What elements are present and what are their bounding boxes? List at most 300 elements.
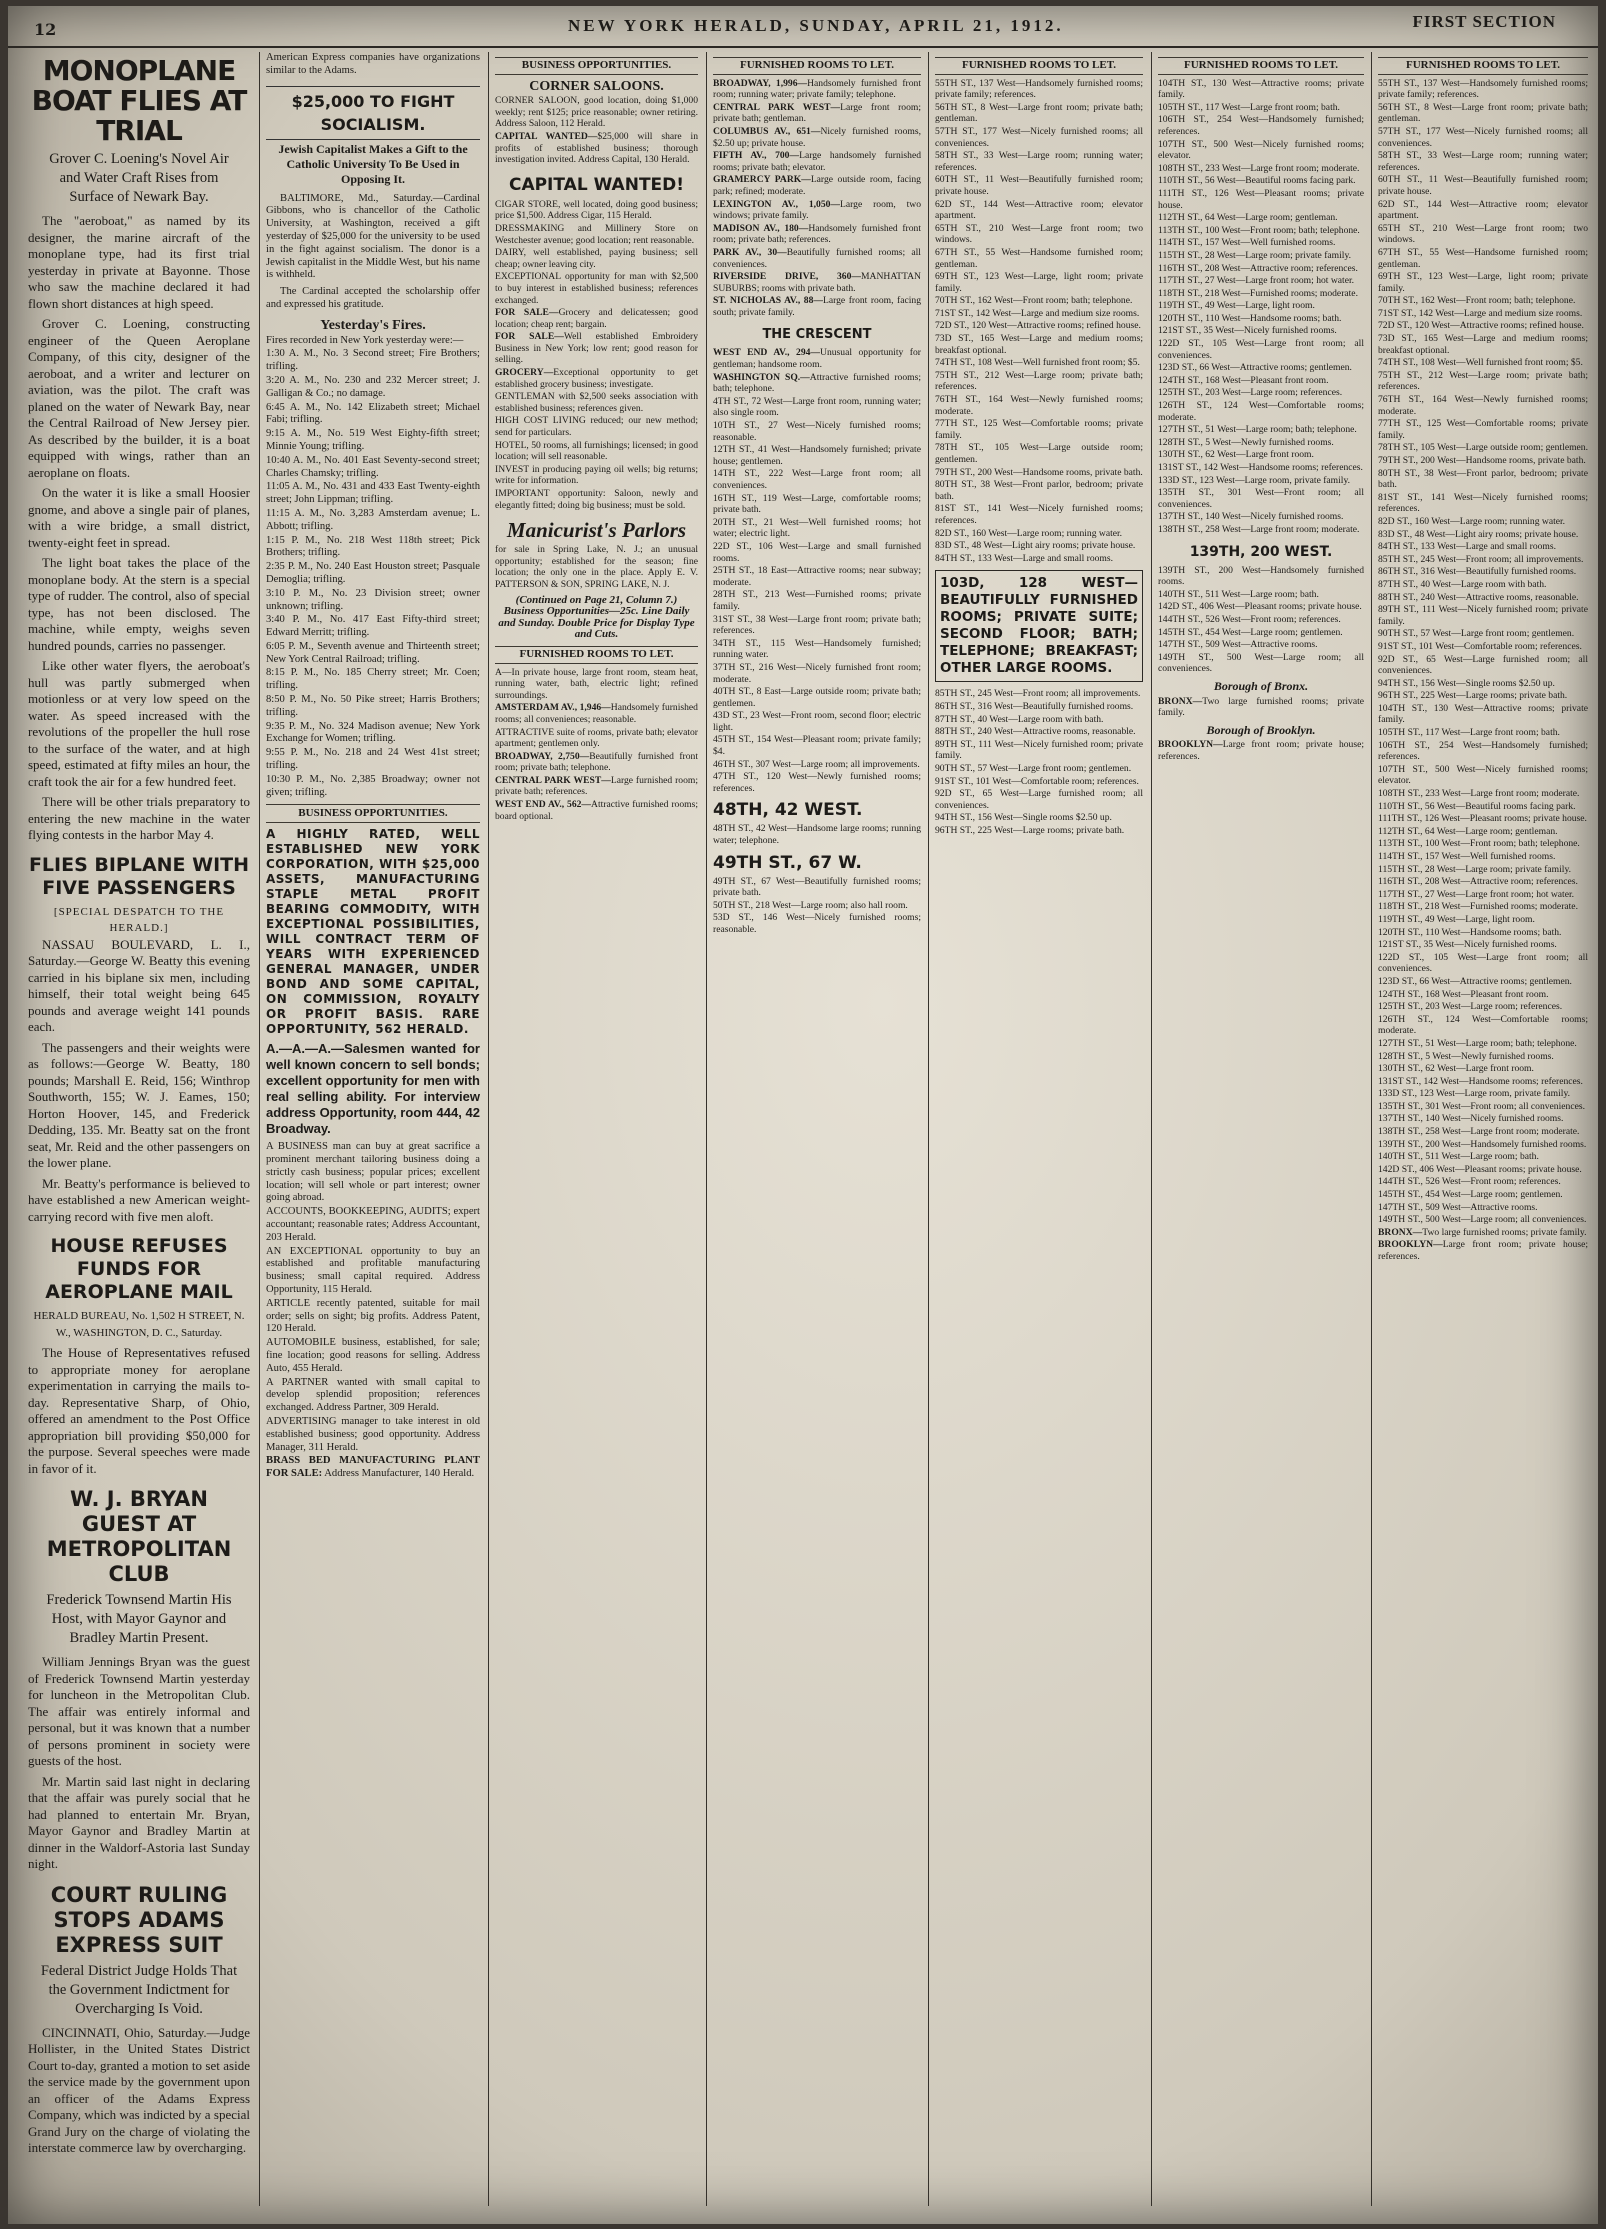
classified-item: 124TH ST., 168 West—Pleasant front room. (1378, 988, 1549, 1000)
classified-item: 90TH ST., 57 West—Large front room; gentlemen. (935, 762, 1132, 774)
classified-item: 123D ST., 66 West—Attractive rooms; gentlemen. (1158, 362, 1352, 374)
article-body-monoplane (28, 213, 250, 844)
classified-item: 83D ST., 48 West—Light airy rooms; private house. (935, 540, 1136, 552)
classified-item: WASHINGTON SQ.—Attractive furnished rooms; bath; telephone. (713, 371, 921, 395)
classified-item: 3:40 P. M., No. 417 East Fifty-third street; Edward Merritt; trifling. (266, 614, 480, 639)
article-body-aeroplane-mail (28, 1345, 250, 1477)
classified-item: CENTRAL PARK WEST—Large furnished room; private bath; references. (495, 774, 698, 798)
classified-item: 6:45 A. M., No. 142 Elizabeth street; Michael Fabi; trifling. (266, 401, 480, 426)
classified-item: 125TH ST., 203 West—Large room; references. (1378, 1001, 1563, 1013)
classified-item: 2:35 P. M., No. 240 East Houston street; Pasquale Demoglia; trifling. (266, 561, 480, 585)
classified-item: 81ST ST., 141 West—Nicely furnished rooms; references. (1378, 491, 1588, 515)
classified-item: 105TH ST., 117 West—Large front room; bath. (1378, 727, 1560, 739)
deck-socialism: Jewish Capitalist Makes a Gift to the Catholic University To Be Used in Opposing It. (278, 141, 468, 186)
classified-item: 147TH ST., 509 West—Attractive rooms. (1378, 1201, 1538, 1213)
classified-item: DAIRY, well established, paying business; sell cheap; owner leaving city. (495, 247, 698, 270)
classified-item: 137TH ST., 140 West—Nicely furnished rooms. (1158, 511, 1344, 523)
classified-item: 105TH ST., 117 West—Large front room; bath. (1158, 101, 1340, 113)
classified-item: 20TH ST., 21 West—Well furnished rooms; hot water; electric light. (713, 516, 921, 540)
classified-item: 70TH ST., 162 West—Front room; bath; telephone. (935, 295, 1133, 307)
classified-item: 91ST ST., 101 West—Comfortable room; references. (935, 775, 1139, 787)
classified-item: 104TH ST., 130 West—Attractive rooms; private family. (1158, 77, 1364, 101)
classified-list-col6d (1158, 739, 1364, 762)
classified-item: 86TH ST., 316 West—Beautifully furnished rooms. (1378, 566, 1577, 578)
classified-item: 108TH ST., 233 West—Large front room; moderate. (1158, 162, 1360, 174)
section-furnished-rooms-col5: FURNISHED ROOMS TO LET. (935, 57, 1143, 75)
ads-column-7 (1378, 52, 1588, 2208)
column-rule (1371, 52, 1372, 2206)
classified-item: 71ST ST., 142 West—Large and medium size rooms. (935, 307, 1140, 319)
section-business-opportunities: BUSINESS OPPORTUNITIES. (266, 804, 480, 823)
classified-item: 87TH ST., 40 West—Large room with bath. (1378, 578, 1547, 590)
classified-item: 56TH ST., 8 West—Large front room; private bath; gentleman. (935, 101, 1143, 125)
classified-item: 84TH ST., 133 West—Large and small rooms. (1378, 541, 1557, 553)
classified-item: 65TH ST., 210 West—Large front room; two windows. (935, 222, 1143, 246)
classified-item: CIGAR STORE, well located, doing good business; price $1,500. Address Cigar, 115 Herald. (495, 198, 698, 222)
classified-item: 56TH ST., 8 West—Large front room; private bath; gentleman. (1378, 101, 1588, 125)
section-business-opportunities-col3: BUSINESS OPPORTUNITIES. (495, 57, 698, 75)
classified-item: FOR SALE—Grocery and delicatessen; good location; cheap rent; bargain. (495, 307, 698, 330)
dateline-aeroplane-mail: HERALD BUREAU, No. 1,502 H STREET, N. W., WASHINGTON, D. C., Saturday. (33, 1310, 245, 1339)
heading-manicurist: Manicurist's Parlors (506, 518, 687, 543)
classified-item: BRASS BED MANUFACTURING PLANT FOR SALE: Address Manufacturer, 140 Herald. (266, 1455, 480, 1480)
classified-item: INVEST in producing paying oil wells; big returns; write for information. (495, 463, 698, 487)
classified-item: 122D ST., 105 West—Large front room; all conveniences. (1378, 951, 1588, 975)
classified-item: 147TH ST., 509 West—Attractive rooms. (1158, 639, 1318, 651)
classified-item: 128TH ST., 5 West—Newly furnished rooms. (1158, 436, 1334, 448)
classified-item: 11:05 A. M., No. 431 and 433 East Twenty-eighth street; John Lippman; trifling. (266, 481, 480, 506)
classified-item: BRONX—Two large furnished rooms; private family. (1158, 695, 1364, 719)
deck-monoplane-boat: Grover C. Loening's Novel Air and Water Craft Rises from Surface of Newark Bay. (49, 151, 229, 205)
classified-item: 78TH ST., 105 West—Large outside room; gentlemen. (935, 442, 1143, 465)
classified-list-col4c (713, 823, 921, 846)
paragraph: Mr. Martin said last night in declaring that the affair was purely social that he had planned to entertain Mr. Bryan, Mayor Gaynor and Bradley Martin at dinner in the Waldorf-Astoria last Sunday night. (28, 1773, 250, 1871)
subheading-crescent: THE CRESCENT (762, 327, 872, 343)
classified-item: 53D ST., 146 West—Nicely furnished rooms; reasonable. (713, 912, 921, 935)
headline-monoplane-boat: MONOPLANE BOAT FLIES AT TRIAL (31, 54, 247, 147)
classified-item: 78TH ST., 105 West—Large outside room; gentlemen. (1378, 442, 1588, 454)
classified-item: 74TH ST., 108 West—Well furnished front room; $5. (935, 357, 1140, 369)
heading-fires: Yesterday's Fires. (320, 317, 426, 333)
article-body-socialism (266, 193, 480, 312)
classified-item: GROCERY—Exceptional opportunity to get established grocery business; investigate. (495, 367, 698, 390)
classified-item: MADISON AV., 180—Handsomely furnished front room; private bath; references. (713, 222, 921, 246)
classified-item: 104TH ST., 130 West—Attractive rooms; private family. (1378, 702, 1588, 726)
classified-item: BRONX—Two large furnished rooms; private family. (1378, 1226, 1587, 1238)
classified-item: 92D ST., 65 West—Large furnished room; all conveniences. (1378, 653, 1588, 677)
classified-item: 144TH ST., 526 West—Front room; references. (1378, 1176, 1561, 1188)
classified-item: 123D ST., 66 West—Attractive rooms; gentlemen. (1378, 975, 1572, 987)
classified-item: 112TH ST., 64 West—Large room; gentleman. (1158, 212, 1338, 224)
classified-list-col7b (1378, 703, 1588, 1263)
subheading-corner-saloons: CORNER SALOONS. (529, 78, 664, 94)
classified-item: FIFTH AV., 700—Large handsomely furnished rooms; private bath; elevator. (713, 150, 921, 173)
subheading-bronx: Borough of Bronx. (1213, 678, 1309, 693)
classified-item: 113TH ST., 100 West—Front room; bath; telephone. (1158, 224, 1360, 236)
classified-item: Fires recorded in New York yesterday were:— (266, 334, 464, 346)
classified-item: COLUMBUS AV., 651—Nicely furnished rooms, $2.50 up; private house. (713, 125, 921, 149)
classified-item: 125TH ST., 203 West—Large room; references. (1158, 387, 1343, 399)
classified-item: 138TH ST., 258 West—Large front room; moderate. (1378, 1126, 1580, 1138)
classified-item: 117TH ST., 27 West—Large front room; hot water. (1158, 275, 1355, 287)
classified-item: BROOKLYN—Large front room; private house; references. (1158, 739, 1364, 762)
classified-item: 120TH ST., 110 West—Handsome rooms; bath. (1158, 312, 1342, 324)
classified-item: 9:35 P. M., No. 324 Madison avenue; New York Exchange for Women; trifling. (266, 720, 480, 745)
classified-item: 89TH ST., 111 West—Nicely furnished room; private family. (1378, 604, 1588, 627)
dateline-biplane: [SPECIAL DESPATCH TO THE HERALD.] (53, 905, 225, 934)
classified-item: FOR SALE—Well established Embroidery Business in New York; low rent; good reason for selling. (495, 331, 698, 366)
deck-court-ruling: Federal District Judge Holds That the Government Indictment for Overcharging Is Void. (40, 1962, 238, 2017)
classified-item: 111TH ST., 126 West—Pleasant rooms; private house. (1158, 187, 1364, 211)
classified-list-col3b (495, 199, 698, 511)
classified-item: 1:30 A. M., No. 3 Second street; Fire Brothers; trifling. (266, 348, 480, 373)
headline-biplane: FLIES BIPLANE WITH FIVE PASSENGERS (28, 853, 250, 899)
paragraph: The Cardinal accepted the scholarship offer and expressed his gratitude. (266, 286, 480, 310)
paragraph: The "aeroboat," as named by its designer, the marine aircraft of the monoplane type, had its first trial yesterday in private at Bayonne. Those who saw the machine declared it had flown short distances at high speed. (28, 213, 250, 311)
classified-item: 133D ST., 123 West—Large room, private family. (1158, 474, 1351, 486)
column-rule (706, 52, 707, 2206)
classified-item: 55TH ST., 137 West—Handsomely furnished rooms; private family; references. (935, 77, 1143, 101)
classified-item: 119TH ST., 49 West—Large, light room. (1158, 300, 1315, 312)
classified-item: 114TH ST., 157 West—Well furnished rooms. (1158, 237, 1336, 249)
classified-item: 83D ST., 48 West—Light airy rooms; private house. (1378, 528, 1579, 540)
classified-item: PARK AV., 30—Beautifully furnished rooms; all conveniences. (713, 246, 921, 270)
ads-column-6 (1158, 52, 1364, 2208)
classified-item: 58TH ST., 33 West—Large room; running water; references. (1378, 150, 1588, 173)
classified-item: 126TH ST., 124 West—Comfortable rooms; moderate. (1158, 400, 1364, 423)
classified-item: 75TH ST., 212 West—Large room; private bath; references. (935, 369, 1143, 393)
classified-item: WEST END AV., 294—Unusual opportunity for gentleman; handsome room. (713, 347, 921, 371)
classified-item: 96TH ST., 225 West—Large rooms; private bath. (1378, 690, 1568, 702)
column-rule (259, 52, 260, 2206)
classified-item: 82D ST., 160 West—Large room; running water. (935, 527, 1123, 539)
masthead (8, 6, 1598, 48)
heading-capital-wanted: CAPITAL WANTED! (508, 174, 685, 195)
classified-item: 8:50 P. M., No. 50 Pike street; Harris Brothers; trifling. (266, 694, 480, 718)
classified-item: HIGH COST LIVING reduced; our new method; send for particulars. (495, 415, 698, 439)
classified-item: 118TH ST., 218 West—Furnished rooms; moderate. (1158, 287, 1358, 299)
classified-item: 142D ST., 406 West—Pleasant rooms; private house. (1158, 601, 1362, 613)
continued-note: (Continued on Page 21, Column 7.) Business Opportunities—25c. Line Daily and Sunday. Double Price for Display Type and Cuts. (498, 593, 695, 641)
classified-item: 115TH ST., 28 West—Large room; private family. (1158, 249, 1352, 261)
classified-item: 139TH ST., 200 West—Handsomely furnished rooms. (1378, 1138, 1587, 1150)
classified-item: 4TH ST., 72 West—Large front room, running water; also single room. (713, 395, 921, 419)
paragraph: Mr. Beatty's performance is believed to have established a new American weight-carrying record with five men aloft. (28, 1175, 250, 1224)
classified-item: 31ST ST., 38 West—Large front room; private bath; references. (713, 613, 921, 637)
classified-item: 131ST ST., 142 West—Handsome rooms; references. (1378, 1075, 1583, 1087)
classified-list-col6c (1158, 696, 1364, 719)
classified-item: 8:15 P. M., No. 185 Cherry street; Mr. Coen; trifling. (266, 667, 480, 692)
classified-item: 62D ST., 144 West—Attractive room; elevator apartment. (935, 198, 1143, 222)
classified-item: 73D ST., 165 West—Large and medium rooms; breakfast optional. (935, 333, 1143, 356)
classified-item: LEXINGTON AV., 1,050—Large room, two windows; private family. (713, 198, 921, 222)
classified-item: 130TH ST., 62 West—Large front room. (1378, 1063, 1534, 1075)
column-rule (928, 52, 929, 2206)
classified-item: GENTLEMAN with $2,500 seeks association with established business; references given. (495, 391, 698, 414)
classified-item: 85TH ST., 245 West—Front room; all improvements. (935, 688, 1141, 700)
classified-item: 72D ST., 120 West—Attractive rooms; refined house. (935, 320, 1141, 332)
classified-item: 138TH ST., 258 West—Large front room; moderate. (1158, 523, 1360, 535)
classified-item: 9:55 P. M., No. 218 and 24 West 41st street; trifling. (266, 747, 480, 772)
classified-item: 62D ST., 144 West—Attractive room; elevator apartment. (1378, 198, 1588, 222)
classified-item: 89TH ST., 111 West—Nicely furnished room; private family. (935, 738, 1143, 762)
classified-item: 9:15 A. M., No. 519 West Eighty-fifth street; Minnie Young; trifling. (266, 428, 480, 452)
classified-item: 85TH ST., 245 West—Front room; all improvements. (1378, 553, 1584, 565)
classified-item: 114TH ST., 157 West—Well furnished rooms. (1378, 851, 1556, 862)
subheading-48th: 48TH, 42 WEST. (713, 800, 863, 821)
classified-item: 67TH ST., 55 West—Handsome furnished room; gentleman. (935, 246, 1143, 270)
classified-item: 77TH ST., 125 West—Comfortable rooms; private family. (935, 418, 1143, 441)
paragraph: Like other water flyers, the aeroboat's hull was partly submerged when motionless or at very low speed on the water. As speed increased with the revolutions of the propeller the hull rose to the surface of the water, and at high speed, estimated at fifty miles an hour, the craft took the air for a few hundred feet. (28, 658, 250, 789)
classified-item: 60TH ST., 11 West—Beautifully furnished room; private house. (935, 174, 1143, 197)
classified-item: 34TH ST., 115 West—Handsomely furnished; running water. (713, 637, 921, 661)
classified-item: 60TH ST., 11 West—Beautifully furnished room; private house. (1378, 174, 1588, 197)
classified-item: HOTEL, 50 rooms, all furnishings; licensed; in good location; will sell reasonable. (495, 439, 698, 463)
classified-item: 116TH ST., 208 West—Attractive room; references. (1378, 876, 1578, 888)
classified-item: A PARTNER wanted with small capital to develop splendid proposition; references exchanged. Address Partner, 309 Herald. (266, 1376, 480, 1414)
classified-item: 22D ST., 106 West—Large and small furnished rooms. (713, 540, 921, 564)
classified-item: 139TH ST., 200 West—Handsomely furnished rooms. (1158, 564, 1364, 588)
classified-item: 119TH ST., 49 West—Large, light room. (1378, 913, 1535, 925)
classified-item: 111TH ST., 126 West—Pleasant rooms; private house. (1378, 813, 1587, 825)
classified-item: EXCEPTIONAL opportunity for man with $2,500 to buy interest in established business; references exchanged. (495, 271, 698, 306)
classified-item: 76TH ST., 164 West—Newly furnished rooms; moderate. (935, 394, 1143, 417)
classified-item: 135TH ST., 301 West—Front room; all conveniences. (1378, 1100, 1585, 1112)
paragraph: The light boat takes the place of the monoplane body. At the stern is a special type of rudder. The control, also of special type, has not been disclosed. The machine, while empty, weighs seven hundred pounds, carries no passenger. (28, 555, 250, 653)
deck-bryan: Frederick Townsend Martin His Host, with Mayor Gaynor and Bradley Martin Present. (46, 1592, 232, 1646)
paragraph: There will be other trials preparatory to entering the new machine in the water flying contests in the harbor May 4. (28, 794, 250, 842)
classified-item: 25TH ST., 18 East—Attractive rooms; near subway; moderate. (713, 565, 921, 588)
classified-item: ARTICLE recently patented, suitable for mail order; sells on sight; big profits. Address Patent, 120 Herald. (266, 1297, 480, 1335)
classified-item: 107TH ST., 500 West—Nicely furnished rooms; elevator. (1158, 138, 1364, 162)
newspaper-page (8, 6, 1598, 2224)
classified-item: AN EXCEPTIONAL opportunity to buy an established and profitable manufacturing business; small capital required. Address Opportunity, 115 Herald. (266, 1245, 480, 1296)
classified-item: RIVERSIDE DRIVE, 360—MANHATTAN SUBURBS; rooms with private bath. (713, 271, 921, 294)
classified-item: CORNER SALOON, good location, doing $1,000 weekly; rent $125; price reasonable; owner retiring. Address Saloon, 112 Herald. (495, 95, 698, 130)
classified-item: 137TH ST., 140 West—Nicely furnished rooms. (1378, 1113, 1564, 1125)
subheading-49th: 49TH ST., 67 W. (713, 852, 862, 873)
headline-aeroplane-mail: HOUSE REFUSES FUNDS FOR AEROPLANE MAIL (45, 1235, 233, 1303)
classified-item: 94TH ST., 156 West—Single rooms $2.50 up. (1378, 677, 1555, 689)
classified-item: 94TH ST., 156 West—Single rooms $2.50 up. (935, 812, 1112, 824)
ads-column-3 (495, 52, 698, 2208)
classified-list-col6a (1158, 78, 1364, 536)
section-furnished-rooms-col7: FURNISHED ROOMS TO LET. (1378, 57, 1588, 75)
paragraph: On the water it is like a small Hoosier gnome, and above a single pair of planes, with a wire bridge, a small district, twenty-eight feet in spread. (28, 485, 250, 550)
classified-item: 40TH ST., 8 East—Large outside room; private bath; gentlemen. (713, 686, 921, 709)
classified-list-col4d (713, 876, 921, 936)
classified-item: 110TH ST., 56 West—Beautiful rooms facing park. (1378, 800, 1576, 812)
classified-item: 127TH ST., 51 West—Large room; bath; telephone. (1378, 1037, 1577, 1049)
paragraph: BALTIMORE, Md., Saturday.—Cardinal Gibbons, who is chancellor of the Catholic University, at Washington, received a gift yesterday of $25,000 for the university to be used in the fight against socialism. The donor is a Jewish capitalist in the Middle West, but his name is withheld. (266, 192, 480, 281)
manicurist-text: for sale in Spring Lake, N. J.; an unusual opportunity; established for the season; fine location; the only one in the place. Apply E. V. PATTERSON & SON, SPRING LAKE, N. J. (495, 544, 698, 590)
classified-item: 81ST ST., 141 West—Nicely furnished rooms; references. (935, 503, 1143, 526)
subheading-brooklyn: Borough of Brooklyn. (1206, 722, 1316, 737)
column-rule (488, 52, 489, 2206)
classified-item: 10:40 A. M., No. 401 East Seventy-second street; Charles Chamsky; trifling. (266, 454, 480, 479)
classified-item: 80TH ST., 38 West—Front parlor, bedroom; private bath. (935, 479, 1143, 502)
paragraph: Grover C. Loening, constructing engineer of the Queen Aeroplane Company, of this city, designer of the aeroboat, and a writer and lecturer on aviation, was the pilot. The craft was planed on the water of Newark Bay, near the Central Railroad of New Jersey pier. As described by the builder, it is a boat equipped with wings, rather than an aeroplane on floats. (28, 316, 250, 480)
classified-item: 117TH ST., 27 West—Large front room; hot water. (1378, 888, 1575, 900)
classified-item: 110TH ST., 56 West—Beautiful rooms facing park. (1158, 175, 1356, 187)
section-furnished-rooms-col6: FURNISHED ROOMS TO LET. (1158, 57, 1364, 75)
newspaper-folio-title: NEW YORK HERALD, SUNDAY, APRIL 21, 1912. (568, 16, 1064, 35)
classified-item: 88TH ST., 240 West—Attractive rooms, reasonable. (1378, 591, 1579, 603)
classified-item: 69TH ST., 123 West—Large, light room; private family. (935, 271, 1143, 294)
classified-item: 106TH ST., 254 West—Handsomely furnished; references. (1378, 739, 1588, 763)
headline-socialism: $25,000 TO FIGHT SOCIALISM. (266, 86, 480, 140)
classified-list-col4a (713, 78, 921, 319)
classified-item: 73D ST., 165 West—Large and medium rooms; breakfast optional. (1378, 333, 1588, 356)
classified-item: 140TH ST., 511 West—Large room; bath. (1378, 1151, 1539, 1163)
classified-item: CENTRAL PARK WEST—Large front room; private bath; gentleman. (713, 101, 921, 125)
ads-column-5 (935, 52, 1143, 2208)
classified-item: 90TH ST., 57 West—Large front room; gentlemen. (1378, 628, 1575, 640)
article-body-biplane (28, 937, 250, 1226)
classified-list-col3c (495, 667, 698, 823)
classified-item: 3:20 A. M., No. 230 and 232 Mercer street; J. Galligan & Co.; no damage. (266, 374, 480, 399)
classified-item: 70TH ST., 162 West—Front room; bath; telephone. (1378, 295, 1576, 307)
classified-item: 122D ST., 105 West—Large front room; all conveniences. (1158, 338, 1364, 361)
classified-item: 72D ST., 120 West—Attractive rooms; refined house. (1378, 320, 1584, 332)
paragraph: NASSAU BOULEVARD, L. I., Saturday.—George W. Beatty this evening carried in his biplane six men, including himself, their total weight being 645 pounds and average weight 141 pounds each. (28, 936, 250, 1034)
display-ad-103d-street: 103D, 128 WEST—BEAUTIFULLY FURNISHED ROOMS; PRIVATE SUITE; SECOND FLOOR; BATH; TELEPHONE; BREAKFAST; OTHER LARGE ROOMS. (935, 570, 1143, 682)
classified-item: 112TH ST., 64 West—Large room; gentleman. (1378, 825, 1558, 837)
classified-item: 140TH ST., 511 West—Large room; bath. (1158, 588, 1319, 600)
classified-item: A BUSINESS man can buy at great sacrifice a prominent merchant tailoring business doing a strictly cash business; popular prices; excellent location; will sell whole or part interest; owner going abroad. (266, 1141, 480, 1204)
classified-list-col2 (266, 1141, 480, 1481)
classified-item: 115TH ST., 28 West—Large room; private family. (1378, 863, 1572, 875)
classified-item: 46TH ST., 307 West—Large room; all improvements. (713, 758, 920, 770)
classified-item: 118TH ST., 218 West—Furnished rooms; moderate. (1378, 901, 1578, 913)
classified-item: 28TH ST., 213 West—Furnished rooms; private family. (713, 589, 921, 612)
classified-item: 145TH ST., 454 West—Large room; gentlemen. (1158, 626, 1343, 638)
classified-item: 57TH ST., 177 West—Nicely furnished rooms; all conveniences. (935, 125, 1143, 149)
classified-item: 121ST ST., 35 West—Nicely furnished rooms. (1158, 325, 1337, 337)
classified-item: 10:30 P. M., No. 2,385 Broadway; owner not given; trifling. (266, 773, 480, 798)
classified-item: IMPORTANT opportunity: Saloon, newly and elegantly fitted; doing big business; must be sold. (495, 488, 698, 511)
classified-item: DRESSMAKING and Millinery Store on Westchester avenue; good location; rent reasonable. (495, 222, 698, 246)
classified-item: 48TH ST., 42 West—Handsome large rooms; running water; telephone. (713, 823, 921, 847)
classified-item: A—In private house, large front room, steam heat, running water, bath, electric light; refined surroundings. (495, 666, 698, 701)
classified-item: ST. NICHOLAS AV., 88—Large front room, facing south; private family. (713, 295, 921, 318)
classified-list-col4b (713, 347, 921, 794)
classified-item: ATTRACTIVE suite of rooms, private bath; elevator apartment; gentlemen only. (495, 726, 698, 750)
classified-item: 74TH ST., 108 West—Well furnished front room; $5. (1378, 357, 1583, 369)
classified-item: 77TH ST., 125 West—Comfortable rooms; private family. (1378, 418, 1588, 441)
display-ad-salesmen: A.—A.—A.—Salesmen wanted for well known concern to sell bonds; excellent opportunity for men with real selling ability. For interview address Opportunity, room 444, 42 Broadway. (266, 1041, 480, 1137)
classified-item: 69TH ST., 123 West—Large, light room; private family. (1378, 271, 1588, 294)
classified-item: 113TH ST., 100 West—Front room; bath; telephone. (1378, 838, 1580, 850)
lead-text: American Express companies have organizations similar to the Adams. (266, 52, 480, 76)
classified-item: BROOKLYN—Large front room; private house; references. (1378, 1239, 1588, 1262)
news-column-2 (266, 52, 480, 2208)
classified-item: 76TH ST., 164 West—Newly furnished rooms; moderate. (1378, 394, 1588, 417)
classified-item: 107TH ST., 500 West—Nicely furnished rooms; elevator. (1378, 763, 1588, 787)
classified-item: 87TH ST., 40 West—Large room with bath. (935, 713, 1104, 725)
classified-list-col5b (935, 688, 1143, 836)
classified-item: 126TH ST., 124 West—Comfortable rooms; moderate. (1378, 1013, 1588, 1037)
ads-column-4 (713, 52, 921, 2208)
classified-list-col6b (1158, 565, 1364, 675)
classified-list-col3a (495, 95, 698, 166)
section-furnished-rooms-col4: FURNISHED ROOMS TO LET. (713, 57, 921, 75)
news-column-1 (28, 52, 250, 2208)
classified-item: 149TH ST., 500 West—Large room; all conveniences. (1378, 1214, 1587, 1226)
classified-item: 10TH ST., 27 West—Nicely furnished rooms; reasonable. (713, 420, 921, 443)
classified-item: 47TH ST., 120 West—Newly furnished rooms; references. (713, 771, 921, 794)
classified-item: CAPITAL WANTED—$25,000 will share in profits of established business; thorough investigation invited. Address Capital, 130 Herald. (495, 130, 698, 166)
classified-item: 106TH ST., 254 West—Handsomely furnished; references. (1158, 114, 1364, 137)
classified-item: 50TH ST., 218 West—Large room; also hall room. (713, 899, 908, 911)
classified-item: 75TH ST., 212 West—Large room; private bath; references. (1378, 369, 1588, 393)
classified-item: 12TH ST., 41 West—Handsomely furnished; private house; gentlemen. (713, 444, 921, 467)
classified-item: 96TH ST., 225 West—Large rooms; private bath. (935, 824, 1125, 836)
classified-item: 121ST ST., 35 West—Nicely furnished rooms. (1378, 939, 1557, 951)
classified-item: 149TH ST., 500 West—Large room; all conveniences. (1158, 651, 1364, 675)
classified-item: 11:15 A. M., No. 3,283 Amsterdam avenue; L. Abbott; trifling. (266, 507, 480, 532)
classified-item: 79TH ST., 200 West—Handsome rooms, private bath. (1378, 455, 1586, 466)
classified-item: 43D ST., 23 West—Front room, second floor; electric light. (713, 710, 921, 733)
classified-item: 127TH ST., 51 West—Large room; bath; telephone. (1158, 424, 1357, 436)
classified-item: 14TH ST., 222 West—Large front room; all conveniences. (713, 468, 921, 491)
classified-item: BROADWAY, 2,750—Beautifully furnished front room; private bath; telephone. (495, 750, 698, 774)
article-body-court-ruling (28, 2025, 250, 2157)
classified-item: ACCOUNTS, BOOKKEEPING, AUDITS; expert accountant; reasonable rates; Address Accountant, 203 Herald. (266, 1206, 480, 1243)
classified-item: 124TH ST., 168 West—Pleasant front room. (1158, 374, 1329, 386)
subheading-139th: 139TH, 200 WEST. (1189, 543, 1333, 560)
classified-item: 82D ST., 160 West—Large room; running water. (1378, 515, 1566, 527)
headline-court-ruling: COURT RULING STOPS ADAMS EXPRESS SUIT (50, 1882, 228, 1957)
classified-item: 57TH ST., 177 West—Nicely furnished rooms; all conveniences. (1378, 125, 1588, 149)
classified-item: 144TH ST., 526 West—Front room; references. (1158, 613, 1341, 625)
classified-item: 65TH ST., 210 West—Large front room; two windows. (1378, 222, 1588, 246)
section-furnished-rooms-col3: FURNISHED ROOMS TO LET. (495, 646, 698, 664)
paragraph: CINCINNATI, Ohio, Saturday.—Judge Hollister, in the United States District Court to-day, granted a motion to set aside the service made by the government upon an officer of the Adams Express Company, which was indicted by a special Grand Jury on the charge of violating the interstate commerce law by overcharging. (28, 2024, 250, 2155)
display-ad-corporation: A HIGHLY RATED, WELL ESTABLISHED NEW YORK CORPORATION, WITH $25,000 ASSETS, MANUFACTURING STAPLE METAL PROFIT BEARING COMMODITY, WITH EXCEPTIONAL POSSIBILITIES, WILL CONTRACT TERM OF YEARS WITH EXPERIENCED GENERAL MANAGER, UNDER BOND AND SOME CAPITAL, ON COMMISSION, ROYALTY OR PROFIT BASIS. RARE OPPORTUNITY, 562 HERALD. (266, 827, 480, 1037)
classified-item: 49TH ST., 67 West—Beautifully furnished rooms; private bath. (713, 875, 921, 899)
page-number: 12 (34, 20, 57, 39)
classified-item: 80TH ST., 38 West—Front parlor, bedroom; private bath. (1378, 467, 1588, 491)
classified-item: 71ST ST., 142 West—Large and medium size rooms. (1378, 307, 1583, 319)
classified-item: BROADWAY, 1,996—Handsomely furnished front room; running water; private family; telephone. (713, 77, 921, 101)
section-label: FIRST SECTION (1412, 12, 1556, 31)
classified-item: 130TH ST., 62 West—Large front room. (1158, 449, 1314, 461)
classified-item: 16TH ST., 119 West—Large, comfortable rooms; private bath. (713, 492, 921, 516)
classified-item: 133D ST., 123 West—Large room, private family. (1378, 1088, 1571, 1100)
classified-item: AUTOMOBILE business, established, for sale; fine location; good reasons for selling. Address Auto, 455 Herald. (266, 1337, 480, 1374)
classified-item: 6:05 P. M., Seventh avenue and Thirteenth street; New York Central Railroad; trifling. (266, 640, 480, 665)
classified-item: 108TH ST., 233 West—Large front room; moderate. (1378, 788, 1580, 800)
classified-item: 1:15 P. M., No. 218 West 118th street; Pick Brothers; trifling. (266, 534, 480, 559)
classified-item: 79TH ST., 200 West—Handsome rooms, private bath. (935, 466, 1143, 478)
classified-item: 37TH ST., 216 West—Nicely furnished front room; moderate. (713, 661, 921, 685)
classified-item: 3:10 P. M., No. 23 Division street; owner unknown; trifling. (266, 587, 480, 612)
classified-item: 45TH ST., 154 West—Pleasant room; private family; $4. (713, 734, 921, 758)
classified-list-col5a (935, 78, 1143, 565)
classified-item: 92D ST., 65 West—Large furnished room; all conveniences. (935, 788, 1143, 811)
classified-item: 131ST ST., 142 West—Handsome rooms; references. (1158, 462, 1363, 473)
column-rule (1151, 52, 1152, 2206)
classified-item: 88TH ST., 240 West—Attractive rooms, reasonable. (935, 726, 1136, 738)
classified-item: GRAMERCY PARK—Large outside room, facing park; refined; moderate. (713, 174, 921, 197)
classified-item: 116TH ST., 208 West—Attractive room; references. (1158, 262, 1358, 274)
classified-item: 84TH ST., 133 West—Large and small rooms. (935, 552, 1114, 564)
fires-list (266, 335, 480, 800)
paragraph: The House of Representatives refused to appropriate money for aeroplane experimentation in carrying the mails to-day. Representative Sharp, of Ohio, offered an amendment to the Post Office appropriation bill providing $50,000 for the purpose. Several speeches were made in favor of it. (28, 1345, 250, 1476)
classified-item: 55TH ST., 137 West—Handsomely furnished rooms; private family; references. (1378, 77, 1588, 101)
classified-list-col7 (1378, 78, 1588, 702)
